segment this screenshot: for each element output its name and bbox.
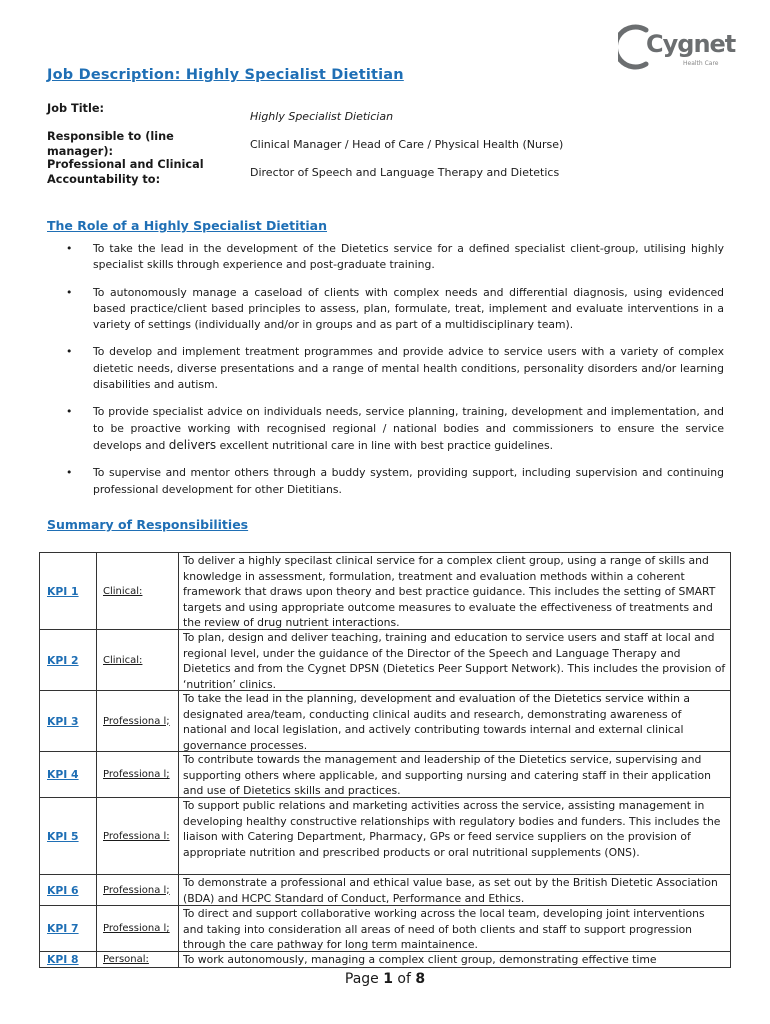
kpi-area: Professiona l; (97, 875, 179, 906)
kpi-table (39, 552, 731, 968)
kpi-label: KPI 2 (40, 630, 97, 691)
summary-heading: Summary of Responsibilities (47, 517, 249, 532)
table-row (40, 906, 731, 952)
responsible-label-line1: Responsible to (line (47, 130, 174, 143)
bullet-glyph: • (66, 242, 73, 255)
kpi-label: KPI 5 (40, 798, 97, 875)
job-title-label: Job Title: (47, 102, 105, 115)
page-number: Page 1 of 8 (344, 971, 426, 987)
bullet-glyph: • (66, 405, 73, 419)
kpi-text: To support public relations and marketing activities across the service, assisting management in developing healthy constructive relationships with regulatory bodies and funders. This includes the liaison with Catering Department, Pharmacy, GPs or feed service suppliers on the provision of appropriate nutrition and prescribed products or oral nutritional supplements (ONS). (179, 798, 731, 875)
professional-label-line2: Accountability to: (47, 173, 161, 186)
kpi-label: KPI 4 (40, 752, 97, 798)
professional-label-line1: Professional and Clinical (47, 158, 204, 171)
kpi-area: Professiona l; (97, 691, 179, 752)
bullet-glyph: • (66, 466, 73, 480)
kpi-label: KPI 8 (40, 952, 97, 968)
table-row (40, 553, 731, 630)
role-bullet: • To provide specialist advice on individuals needs, service planning, training, development and implementation, and to be proactive working with recognised regional / national bodies and commissioners to ensure the service develops and delivers excellent nutritional care in line with best practice guidelines. (66, 405, 724, 452)
table-row (40, 630, 731, 691)
kpi-text: To plan, design and deliver teaching, training and education to service users and staff at local and regional level, under the guidance of the Director of the Speech and Language Therapy and Dietetics and from the Cygnet DPSN (Dietetics Peer Support Network). This includes the provision of ‘nutrition’ clinics. (179, 630, 731, 691)
table-row (40, 952, 731, 968)
kpi-area: Professiona l; (97, 752, 179, 798)
logo-tagline: Health Care (683, 60, 719, 67)
kpi-text: To demonstrate a professional and ethical value base, as set out by the British Dietetic Association (BDA) and HCPC Standard of Conduct, Performance and Ethics. (179, 875, 731, 906)
kpi-area: Personal: (97, 952, 179, 968)
logo-wordmark: Cygnet (646, 30, 736, 58)
kpi-area: Clinical: (97, 630, 179, 691)
kpi-text: To work autonomously, managing a complex client group, demonstrating effective time (179, 952, 731, 968)
kpi-text: To contribute towards the management and leadership of the Dietetics service, supervising and supporting others where applicable, and supporting nursing and catering staff in their application and use of Dietetics skills and practices. (179, 752, 731, 798)
table-row (40, 691, 731, 752)
table-row (40, 752, 731, 798)
kpi-label: KPI 1 (40, 553, 97, 630)
document-title: Job Description: Highly Specialist Dietitian (47, 67, 404, 83)
professional-value: Director of Speech and Language Therapy and Dietetics (250, 166, 560, 179)
responsible-label-line2: manager): (47, 145, 114, 158)
job-title-value: Highly Specialist Dietician (250, 110, 394, 123)
role-bullet-list (66, 241, 724, 509)
kpi-text: To deliver a highly specilast clinical service for a complex client group, using a range of skills and knowledge in assessment, formulation, treatment and evaluation methods within a coherent framework that draws upon theory and best practice guidance. This includes the setting of SMART targets and using appropriate outcome measures to evaluate the effectiveness of treatments and the review of drug nutrient interactions. (179, 553, 731, 630)
role-bullet: • To supervise and mentor others through a buddy system, providing support, including supervision and continuing professional development for other Dietitians. (66, 466, 724, 496)
table-row (40, 875, 731, 906)
kpi-area: Clinical: (97, 553, 179, 630)
role-bullet: • To autonomously manage a caseload of clients with complex needs and differential diagnosis, using evidenced based practice/client based principles to assess, plan, formulate, treat, implement and evaluate interventions in a variety of settings (individually and/or in groups and as part of a multidisciplinary team). (66, 285, 724, 332)
kpi-text: To take the lead in the planning, development and evaluation of the Dietetics service within a designated area/team, conducting clinical audits and research, demonstrating awareness of national and local legislation, and actively contributing towards internal and external clinical governance processes. (179, 691, 731, 752)
responsible-value: Clinical Manager / Head of Care / Physical Health (Nurse) (250, 138, 564, 151)
role-bullet: • To develop and implement treatment programmes and provide advice to service users with a variety of complex dietetic needs, diverse presentations and a range of mental health conditions, personality disorders and/or learning disabilities and autism. (66, 345, 724, 392)
kpi-text: To direct and support collaborative working across the local team, developing joint interventions and taking into consideration all areas of need of both clients and staff to support progression through the care pathway for long term maintainence. (179, 906, 731, 952)
kpi-area: Professiona l; (97, 906, 179, 952)
role-heading: The Role of a Highly Specialist Dietitian (47, 218, 328, 233)
bullet-glyph: • (66, 285, 73, 299)
kpi-label: KPI 6 (40, 875, 97, 906)
kpi-area: Professiona l: (97, 798, 179, 875)
kpi-label: KPI 3 (40, 691, 97, 752)
table-row (40, 798, 731, 875)
role-bullet: • To take the lead in the development of the Dietetics service for a defined specialist client-group, utilising highly specialist skills through experience and post-graduate training. (66, 242, 724, 272)
kpi-label: KPI 7 (40, 906, 97, 952)
bullet-glyph: • (66, 345, 73, 359)
